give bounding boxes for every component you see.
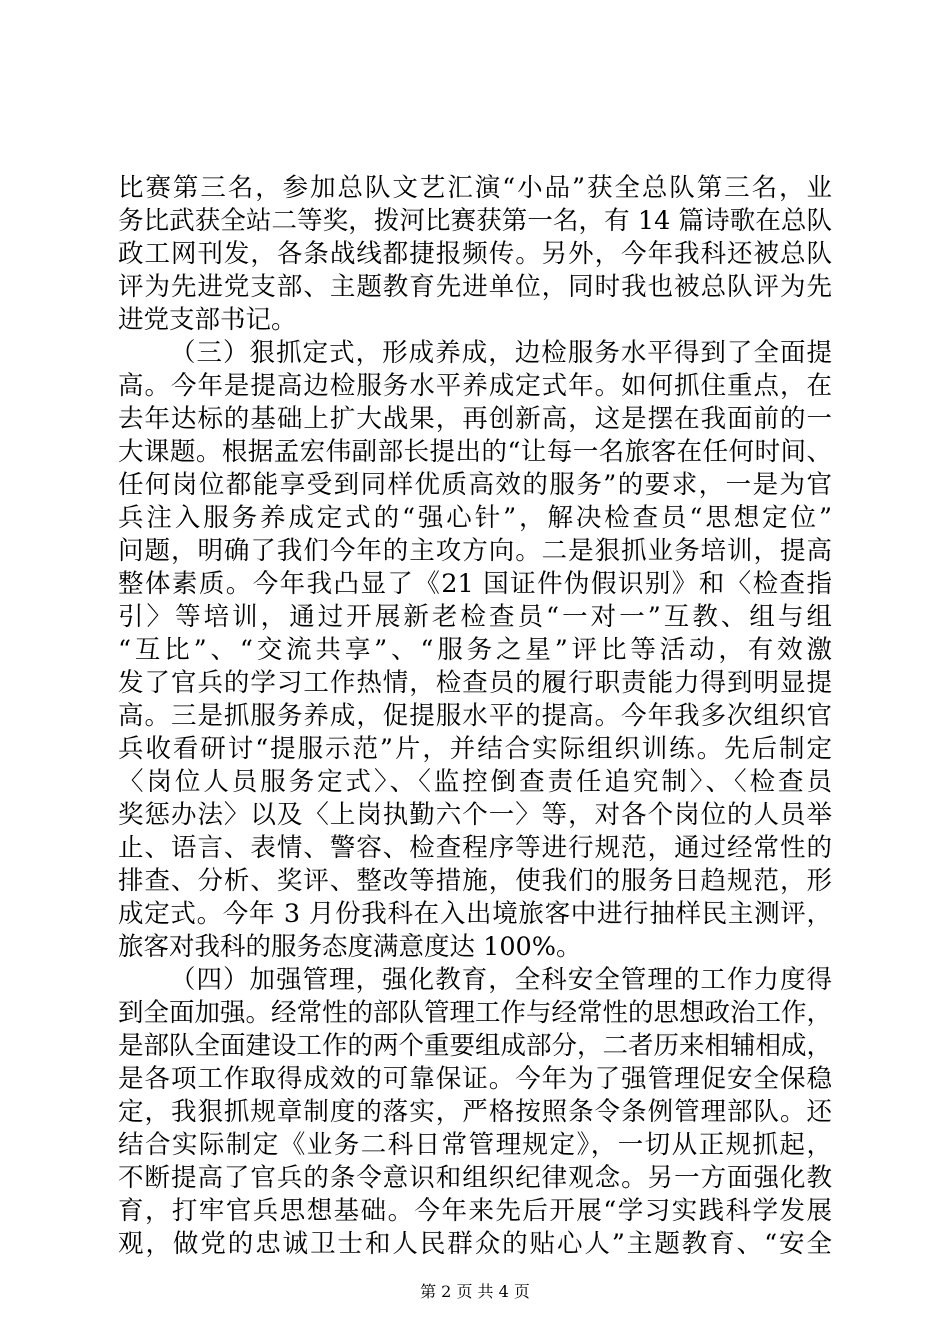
paragraph-start-line: （四）加强管理，强化教育，全科安全管理的工作力度得 (170, 965, 832, 995)
page-number-footer: 第 2 页 共 4 页 (420, 1282, 530, 1301)
text-line: 结合实际制定《业务二科日常管理规定》，一切从正规抓起， (118, 1130, 832, 1160)
text-line: 是部队全面建设工作的两个重要组成部分，二者历来相辅相成， (118, 1031, 832, 1061)
text-line: 定，我狠抓规章制度的落实，严格按照条令条例管理部队。还 (118, 1097, 832, 1127)
text-line: 不断提高了官兵的条令意识和组织纪律观念。另一方面强化教 (118, 1163, 832, 1193)
text-line: 止、语言、表情、警容、检查程序等进行规范，通过经常性的 (118, 833, 832, 863)
text-line: 高。今年是提高边检服务水平养成定式年。如何抓住重点，在 (118, 371, 832, 401)
text-line: 旅客对我科的服务态度满意度达 100%。 (118, 932, 582, 962)
text-line: 大课题。根据孟宏伟副部长提出的“让每一名旅客在任何时间、 (118, 437, 832, 467)
text-line: 〈岗位人员服务定式〉、〈监控倒查责任追究制〉、〈检查员 (118, 767, 832, 797)
text-line: 整体素质。今年我凸显了《21 国证件伪假识别》和〈检查指 (118, 569, 832, 599)
text-line: 发了官兵的学习工作热情，检查员的履行职责能力得到明显提 (118, 668, 832, 698)
text-line: 进党支部书记。 (118, 305, 297, 335)
text-line: 政工网刊发，各条战线都捷报频传。另外，今年我科还被总队 (118, 239, 832, 269)
text-line: 排查、分析、奖评、整改等措施，使我们的服务日趋规范，形 (118, 866, 832, 896)
text-line: 兵注入服务养成定式的“强心针”，解决检查员“思想定位” (118, 503, 832, 533)
text-line: 去年达标的基础上扩大战果，再创新高，这是摆在我面前的一 (118, 404, 832, 434)
text-line: 是各项工作取得成效的可靠保证。今年为了强管理促安全保稳 (118, 1064, 832, 1094)
text-line: “互比”、“交流共享”、“服务之星”评比等活动，有效激 (118, 635, 832, 665)
paragraph-start-line: （三）狠抓定式，形成养成，边检服务水平得到了全面提 (170, 338, 832, 368)
text-line: 高。三是抓服务养成，促提服水平的提高。今年我多次组织官 (118, 701, 832, 731)
text-line: 成定式。今年 3 月份我科在入出境旅客中进行抽样民主测评， (118, 899, 832, 929)
text-line: 评为先进党支部、主题教育先进单位，同时我也被总队评为先 (118, 272, 832, 302)
text-line: 引〉等培训，通过开展新老检查员“一对一”互教、组与组 (118, 602, 832, 632)
text-line: 问题，明确了我们今年的主攻方向。二是狠抓业务培训，提高 (118, 536, 832, 566)
text-line: 观，做党的忠诚卫士和人民群众的贴心人”主题教育、“安全 (118, 1229, 832, 1259)
text-line: 任何岗位都能享受到同样优质高效的服务”的要求，一是为官 (118, 470, 832, 500)
text-line: 兵收看研讨“提服示范”片，并结合实际组织训练。先后制定 (118, 734, 832, 764)
text-line: 奖惩办法〉以及〈上岗执勤六个一〉等，对各个岗位的人员举 (118, 800, 832, 830)
text-line: 比赛第三名，参加总队文艺汇演“小品”获全总队第三名，业 (118, 173, 832, 203)
text-line: 务比武获全站二等奖，拨河比赛获第一名，有 14 篇诗歌在总队 (118, 206, 832, 236)
text-line: 到全面加强。经常性的部队管理工作与经常性的思想政治工作， (118, 998, 832, 1028)
text-line: 育，打牢官兵思想基础。今年来先后开展“学习实践科学发展 (118, 1196, 832, 1226)
